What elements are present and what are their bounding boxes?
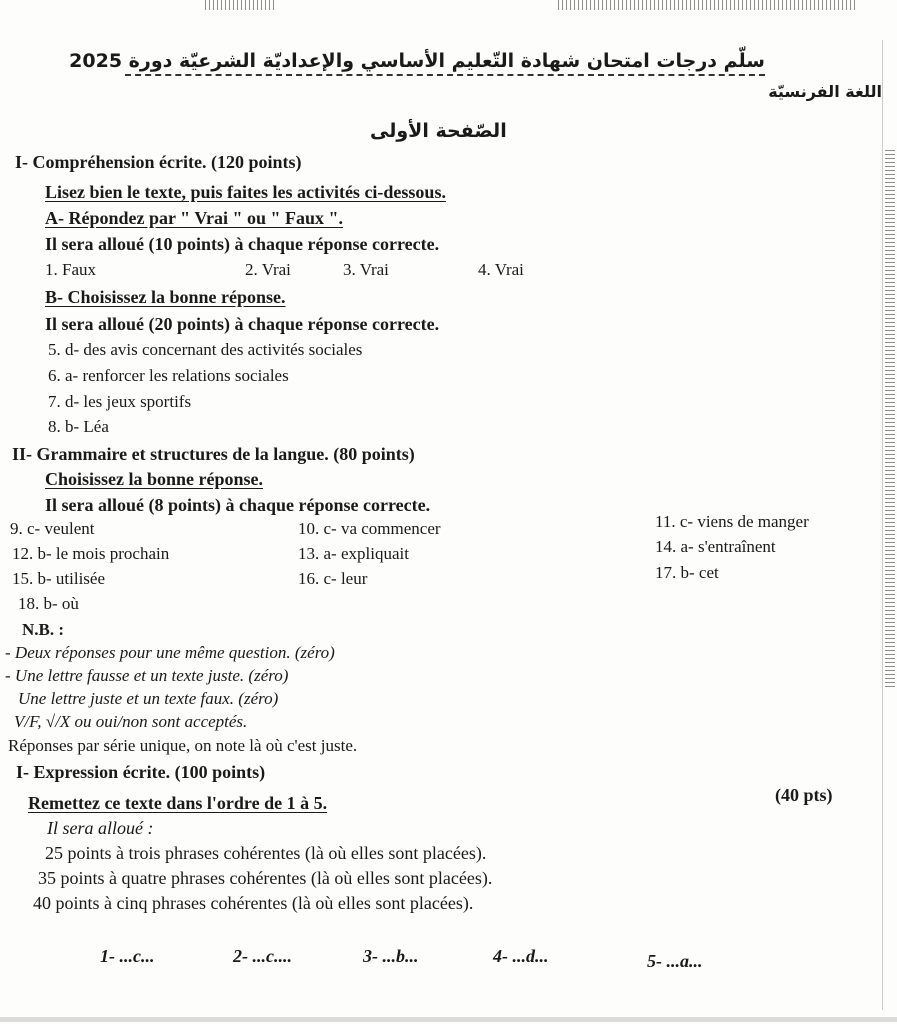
- nb-line-1-text: - Deux réponses pour une même question. (zéro): [5, 643, 335, 662]
- partB-answer-8: 8. b- Léa: [48, 417, 109, 436]
- nb-line-1: [5, 643, 335, 663]
- grammar-answer-17: 17. b- cet: [655, 563, 719, 582]
- partB-title: B- Choisissez la bonne réponse.: [45, 287, 286, 307]
- rule-35: 35 points à quatre phrases cohérentes (là où elles sont placées).: [38, 868, 493, 888]
- partA-answer-2: 2. Vrai: [245, 260, 291, 279]
- page-edge-line: [882, 40, 883, 1010]
- partB-answer-6: 6. a- renforcer les relations sociales: [48, 366, 289, 385]
- page-label: الصّفحة الأولى: [370, 120, 507, 142]
- section1-instruction: Lisez bien le texte, puis faites les activités ci-dessous.: [45, 182, 446, 202]
- section3-pts: (40 pts): [775, 785, 833, 805]
- scan-artifact-top-right: [558, 0, 858, 10]
- grammar-answer-16: 16. c- leur: [298, 569, 368, 588]
- grammar-answer-13: 13. a- expliquait: [298, 544, 409, 563]
- order-answer-3: 3- ...b...: [363, 946, 419, 966]
- nb-line-2: [5, 666, 288, 686]
- nb-line-5: Réponses par série unique, on note là où c'est juste.: [8, 736, 358, 755]
- section3-instruction: Remettez ce texte dans l'ordre de 1 à 5.: [28, 793, 328, 813]
- scan-artifact-bottom: [0, 1017, 897, 1022]
- partA-points: Il sera alloué (10 points) à chaque réponse correcte.: [45, 234, 440, 254]
- partA-answer-1: 1. Faux: [45, 260, 96, 279]
- rule-25: 25 points à trois phrases cohérentes (là où elles sont placées).: [45, 843, 487, 863]
- section3-title: I- Expression écrite. (100 points): [16, 762, 266, 782]
- rule-40: 40 points à cinq phrases cohérentes (là où elles sont placées).: [33, 893, 474, 913]
- scan-artifact-right-edge: [885, 150, 895, 690]
- partB-answer-5: 5. d- des avis concernant des activités sociales: [48, 340, 363, 359]
- grammar-answer-9: 9. c- veulent: [10, 519, 95, 538]
- partA-title: A- Répondez par " Vrai " ou " Faux ".: [45, 208, 343, 228]
- nb-line-4: [14, 712, 247, 732]
- section1-title: I- Compréhension écrite. (120 points): [15, 152, 302, 172]
- grammar-answer-11: 11. c- viens de manger: [655, 512, 809, 531]
- scan-artifact-top-left: [205, 0, 275, 10]
- nb-line-2-text: - Une lettre fausse et un texte juste. (zéro): [5, 666, 289, 685]
- section2-instruction: Choisissez la bonne réponse.: [45, 469, 264, 489]
- order-answer-1: 1- ...c...: [100, 946, 155, 966]
- nb-line-3-text: Une lettre juste et un texte faux. (zéro): [18, 689, 279, 708]
- order-answer-4: 4- ...d...: [493, 946, 549, 966]
- section2-title: II- Grammaire et structures de la langue. (80 points): [12, 444, 415, 464]
- section2-points: Il sera alloué (8 points) à chaque réponse correcte.: [45, 495, 431, 515]
- document-title: سلّم درجات امتحان شهادة التّعليم الأساسي والإعداديّة الشرعيّة دورة 2025: [125, 50, 765, 76]
- partA-answer-4: 4. Vrai: [478, 260, 524, 279]
- nb-line-4-text: V/F, √/X ou oui/non sont acceptés.: [14, 712, 248, 731]
- partA-answer-3: 3. Vrai: [343, 260, 389, 279]
- grammar-answer-18: 18. b- où: [18, 594, 79, 613]
- nb-label: N.B. :: [22, 620, 65, 639]
- section3-alloue: Il sera alloué :: [47, 818, 154, 838]
- partB-answer-7: 7. d- les jeux sportifs: [48, 392, 192, 411]
- grammar-answer-10: 10. c- va commencer: [298, 519, 441, 538]
- grammar-answer-15: 15. b- utilisée: [12, 569, 106, 588]
- partB-points: Il sera alloué (20 points) à chaque réponse correcte.: [45, 314, 440, 334]
- nb-line-3: [18, 689, 278, 709]
- grammar-answer-14: 14. a- s'entraînent: [655, 537, 776, 556]
- order-answer-2: 2- ...c....: [233, 946, 292, 966]
- grammar-answer-12: 12. b- le mois prochain: [12, 544, 170, 563]
- subject-label: اللغة الفرنسيّة: [768, 82, 882, 101]
- order-answer-5: 5- ...a...: [647, 951, 703, 971]
